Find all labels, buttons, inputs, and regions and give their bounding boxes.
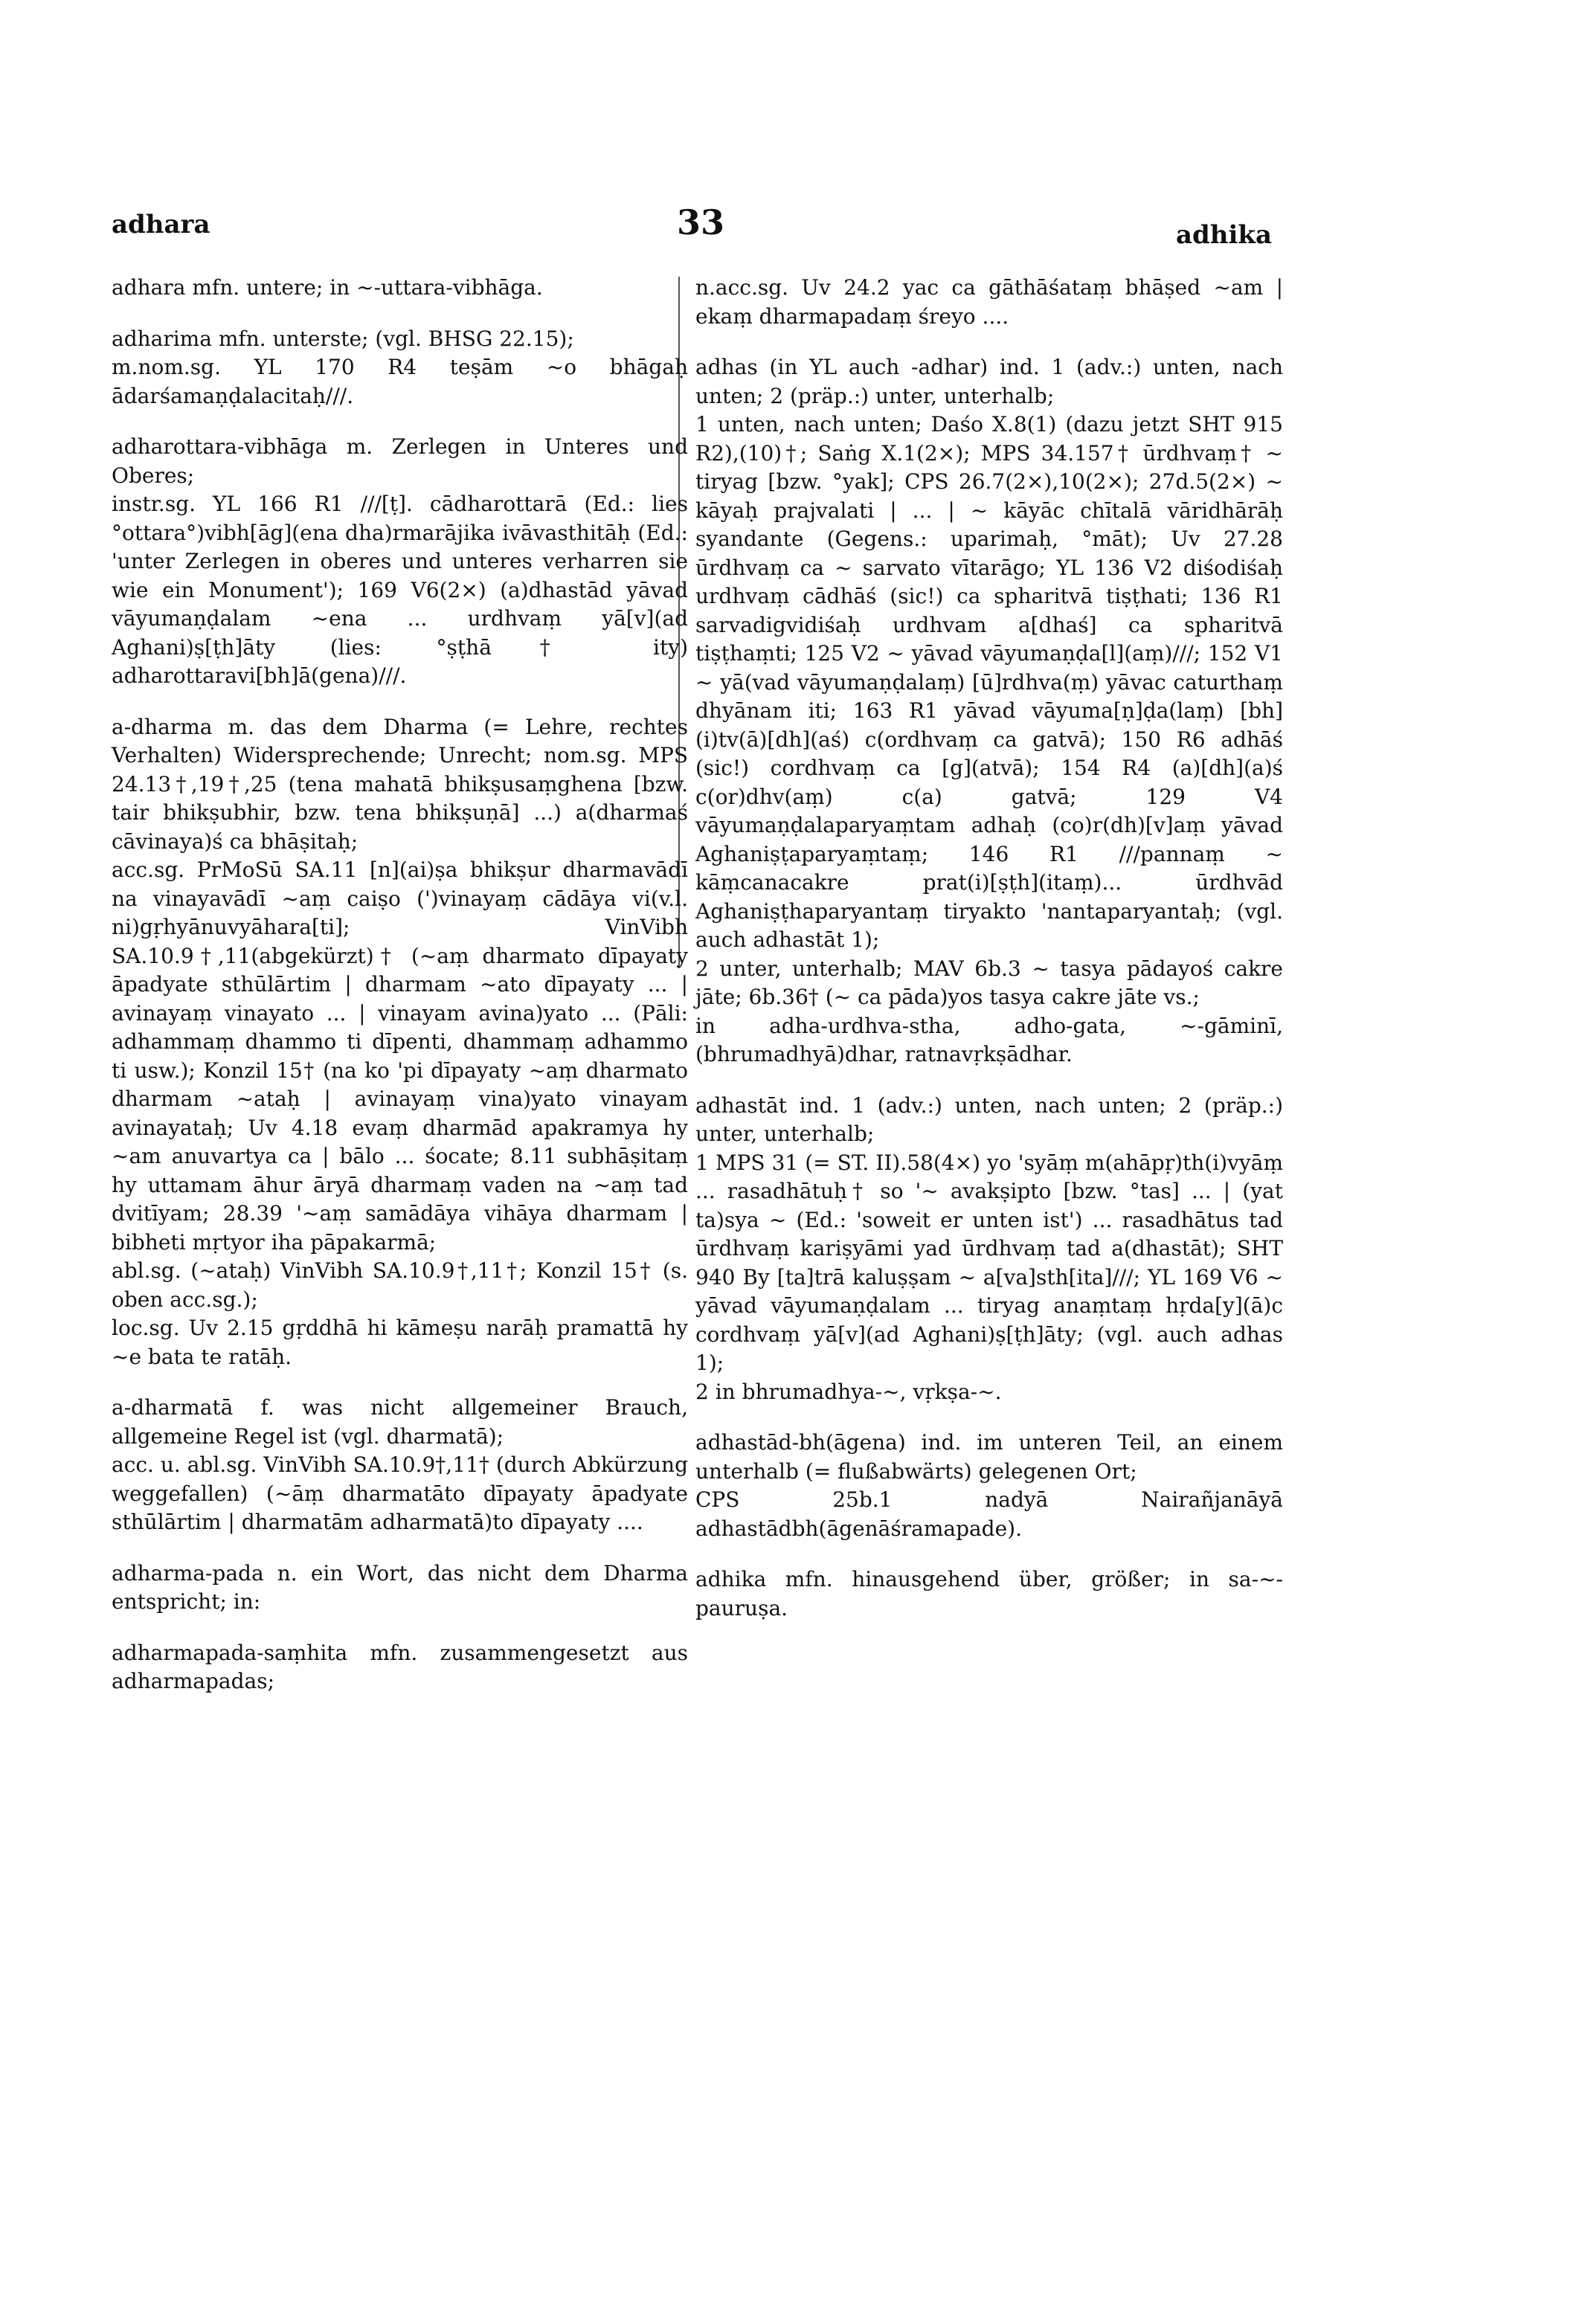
left-column bbox=[112, 274, 688, 1719]
entry-adhara bbox=[112, 274, 688, 303]
entry-text: a-dharmatā f. was nicht allgemeiner Brauch, allgemeine Regel ist (vgl. dharmatā); bbox=[112, 1395, 688, 1449]
entry-text: adhas (in YL auch -adhar) ind. 1 (adv.:) unten, nach unten; 2 (präp.:) unter, unterhalb; bbox=[695, 355, 1283, 408]
entry-adharma-pada bbox=[112, 1559, 688, 1617]
entry-text: 1 MPS 31 (= ST. II).58(4×) yo 'syāṃ m(ahāpṛ)th(i)vyāṃ ... rasadhātuḥ† so '~ avakṣipto [bzw. °tas] ... | (yat ta)sya ~ (Ed.: 'soweit er unten ist') ... rasadhātus tad ūrdhvaṃ kariṣyāmi yad ūrdhvaṃ tad a(dhastāt); SHT 940 By [ta]trā kaluṣṣam ~ a[va]sth[ita]///; YL 169 V6 ~ yāvad vāyumaṇḍalam ... tiryag anaṃtaṃ hṛda[y](ā)c cordhvaṃ yā[v](ad Aghani)ṣ[ṭh]āty; (vgl. auch adhas 1); bbox=[695, 1150, 1283, 1375]
entry-text: CPS 25b.1 nadyā Nairañjanāyā adhastādbh(āgenāśramapade). bbox=[695, 1487, 1283, 1541]
entry-adharottara-vibhaga bbox=[112, 433, 688, 691]
header-right-catchword: adhika bbox=[1175, 220, 1272, 250]
entry-adharmapada-samhita-continued bbox=[695, 274, 1283, 331]
entry-text: adharma-pada n. ein Wort, das nicht dem Dharma entspricht; in: bbox=[112, 1560, 688, 1614]
page-header bbox=[112, 202, 1272, 254]
entry-a-dharma bbox=[112, 713, 688, 1372]
entry-a-dharmata bbox=[112, 1394, 688, 1537]
entry-adhika bbox=[695, 1565, 1283, 1623]
entry-text: adhara mfn. untere; in ~-uttara-vibhāga. bbox=[112, 275, 543, 300]
entry-adharmapada-samhita bbox=[112, 1639, 688, 1696]
entry-adhastat bbox=[695, 1092, 1283, 1407]
entry-text: instr.sg. YL 166 R1 ///[ṭ]. cādharottarā (Ed.: lies °ottara°)vibh[āg](ena dha)rmarājika ivāvasthitāḥ (Ed.: 'unter Zerlegen in oberes und unteres verharren sie wie ein Monument'); 169 V6(2×) (a)dhastād yāvad vāyumaṇḍalam ~ena ... urdhvaṃ yā[v](ad Aghani)ṣ[ṭh]āty (lies: °ṣṭhā† ity) adharottaravi[bh]ā(gena)///. bbox=[112, 492, 688, 688]
entry-text: adharottara-vibhāga m. Zerlegen in Unteres und Oberes; bbox=[112, 434, 688, 488]
entry-text: loc.sg. Uv 2.15 gṛddhā hi kāmeṣu narāḥ pramattā hy ~e bata te ratāḥ. bbox=[112, 1316, 688, 1369]
entry-text: adhika mfn. hinausgehend über, größer; in sa-~-pauruṣa. bbox=[695, 1567, 1283, 1620]
entry-adharima bbox=[112, 325, 688, 411]
page-number: 33 bbox=[677, 202, 725, 242]
entry-text: a-dharma m. das dem Dharma (= Lehre, rechtes Verhalten) Widersprechende; Unrecht; nom.sg. MPS 24.13†,19†,25 (tena mahatā bhikṣusaṃghena [bzw. tair bhikṣubhir, bzw. tena bhikṣuṇā] ...) a(dharmaś cāvinaya)ś ca bhāṣitaḥ; bbox=[112, 714, 688, 854]
entry-text: acc. u. abl.sg. VinVibh SA.10.9†,11† (durch Abkürzung weggefallen) (~āṃ dharmatāto dīpayaty āpadyate sthūlārtim | dharmatām adharmatā)to dīpayaty .... bbox=[112, 1452, 688, 1534]
entry-text: adharmapada-saṃhita mfn. zusammengesetzt aus adharmapadas; bbox=[112, 1640, 688, 1693]
entry-adhastad-bhagena bbox=[695, 1429, 1283, 1543]
entry-text: 2 in bhrumadhya-~, vṛkṣa-~. bbox=[695, 1379, 1002, 1404]
entry-text: adharima mfn. unterste; (vgl. BHSG 22.15); bbox=[112, 326, 574, 351]
entry-text: adhastāt ind. 1 (adv.:) unten, nach unten; 2 (präp.:) unter, unterhalb; bbox=[695, 1092, 1283, 1146]
entry-text: m.nom.sg. YL 170 R4 teṣām ~o bhāgaḥ ādarśamaṇḍalacitaḥ///. bbox=[112, 355, 688, 408]
entry-text: 1 unten, nach unten; Daśo X.8(1) (dazu jetzt SHT 915 R2),(10)†; Saṅg X.1(2×); MPS 34.157† ūrdhvaṃ† ~ tiryag [bzw. °yak]; CPS 26.7(2×),10(2×); 27d.5(2×) ~ kāyaḥ prajvalati | ... | ~ kāyāc chītalā vāridhārāḥ syandante (Gegens.: uparimaḥ, °māt); Uv 27.28 ūrdhvaṃ ca ~ sarvato vītarāgo; YL 136 V2 diśodiśaḥ urdhvaṃ cādhāś (sic!) ca spharitvā tiṣṭhati; 136 R1 sarvadigvidiśaḥ urdhvam a[dhaś] ca spharitvā tiṣṭhaṃti; 125 V2 ~ yāvad vāyumaṇḍa[l](aṃ)///; 152 V1 ~ yā(vad vāyumaṇḍalaṃ) [ū]rdhva(ṃ) yāvac caturthaṃ dhyānam iti; 163 R1 yāvad vāyuma[ṇ]ḍa(laṃ) [bh](i)tv(ā)[dh](aś) c(ordhvaṃ ca gatvā); 150 R6 adhāś (sic!) cordhvaṃ ca [g](atvā); 154 R4 (a)[dh](a)ś c(or)dhv(aṃ) c(a) gatvā; 129 V4 vāyumaṇḍalaparyaṃtam adhaḥ (co)r(dh)[v]aṃ yāvad Aghaniṣṭaparyaṃtaṃ; 146 R1 ///pannaṃ ~ kāṃcanacakre prat(i)[ṣṭh](itaṃ)... ūrdhvād Aghaniṣṭhaparyantaṃ tiryakto 'nantaparyantaḥ; (vgl. auch adhastāt 1); bbox=[695, 412, 1283, 952]
entry-text: abl.sg. (~ataḥ) VinVibh SA.10.9†,11†; Konzil 15† (s. oben acc.sg.); bbox=[112, 1258, 688, 1312]
right-column bbox=[695, 274, 1283, 1645]
entry-text: 2 unter, unterhalb; MAV 6b.3 ~ tasya pādayoś cakre jāte; 6b.36† (~ ca pāda)yos tasya cakre jāte vs.; bbox=[695, 956, 1283, 1009]
entry-text: acc.sg. PrMoSū SA.11 [n](ai)ṣa bhikṣur dharmavādī na vinayavādī ~aṃ caiṣo (')vinayaṃ cādāya vi(v.l. ni)gṛhyānuvyāhara[ti]; VinVibh SA.10.9†,11(abgekürzt)† (~aṃ dharmato dīpayaty āpadyate sthūlārtim | dharmam ~ato dīpayaty ... | avinayaṃ vinayato ... | vinayam avina)yato ... (Pāli: adhammaṃ dhammo ti dīpenti, dhammaṃ adhammo ti usw.); Konzil 15† (na ko 'pi dīpayaty ~aṃ dharmato dharmam ~ataḥ | avinayaṃ vina)yato vinayam avinayataḥ; Uv 4.18 evaṃ dharmād apakramya hy ~am anuvartya ca | bālo ... śocate; 8.11 subhāṣitaṃ hy uttamam āhur āryā dharmaṃ vaden na ~aṃ tad dvitīyam; 28.39 '~aṃ samādāya vihāya dharmam | bibheti mṛtyor iha pāpakarmā; bbox=[112, 857, 688, 1255]
entry-text: adhastād-bh(āgena) ind. im unteren Teil, an einem unterhalb (= flußabwärts) gelegenen Ort; bbox=[695, 1430, 1283, 1484]
entry-text: n.acc.sg. Uv 24.2 yac ca gāthāśataṃ bhāṣed ~am | ekaṃ dharmapadaṃ śreyo .... bbox=[695, 275, 1283, 329]
header-left-catchword: adhara bbox=[112, 210, 210, 239]
entry-text: in adha-urdhva-stha, adho-gata, ~-gāminī, (bhrumadhyā)dhar, ratnavṛkṣādhar. bbox=[695, 1013, 1283, 1066]
entry-adhas bbox=[695, 353, 1283, 1069]
